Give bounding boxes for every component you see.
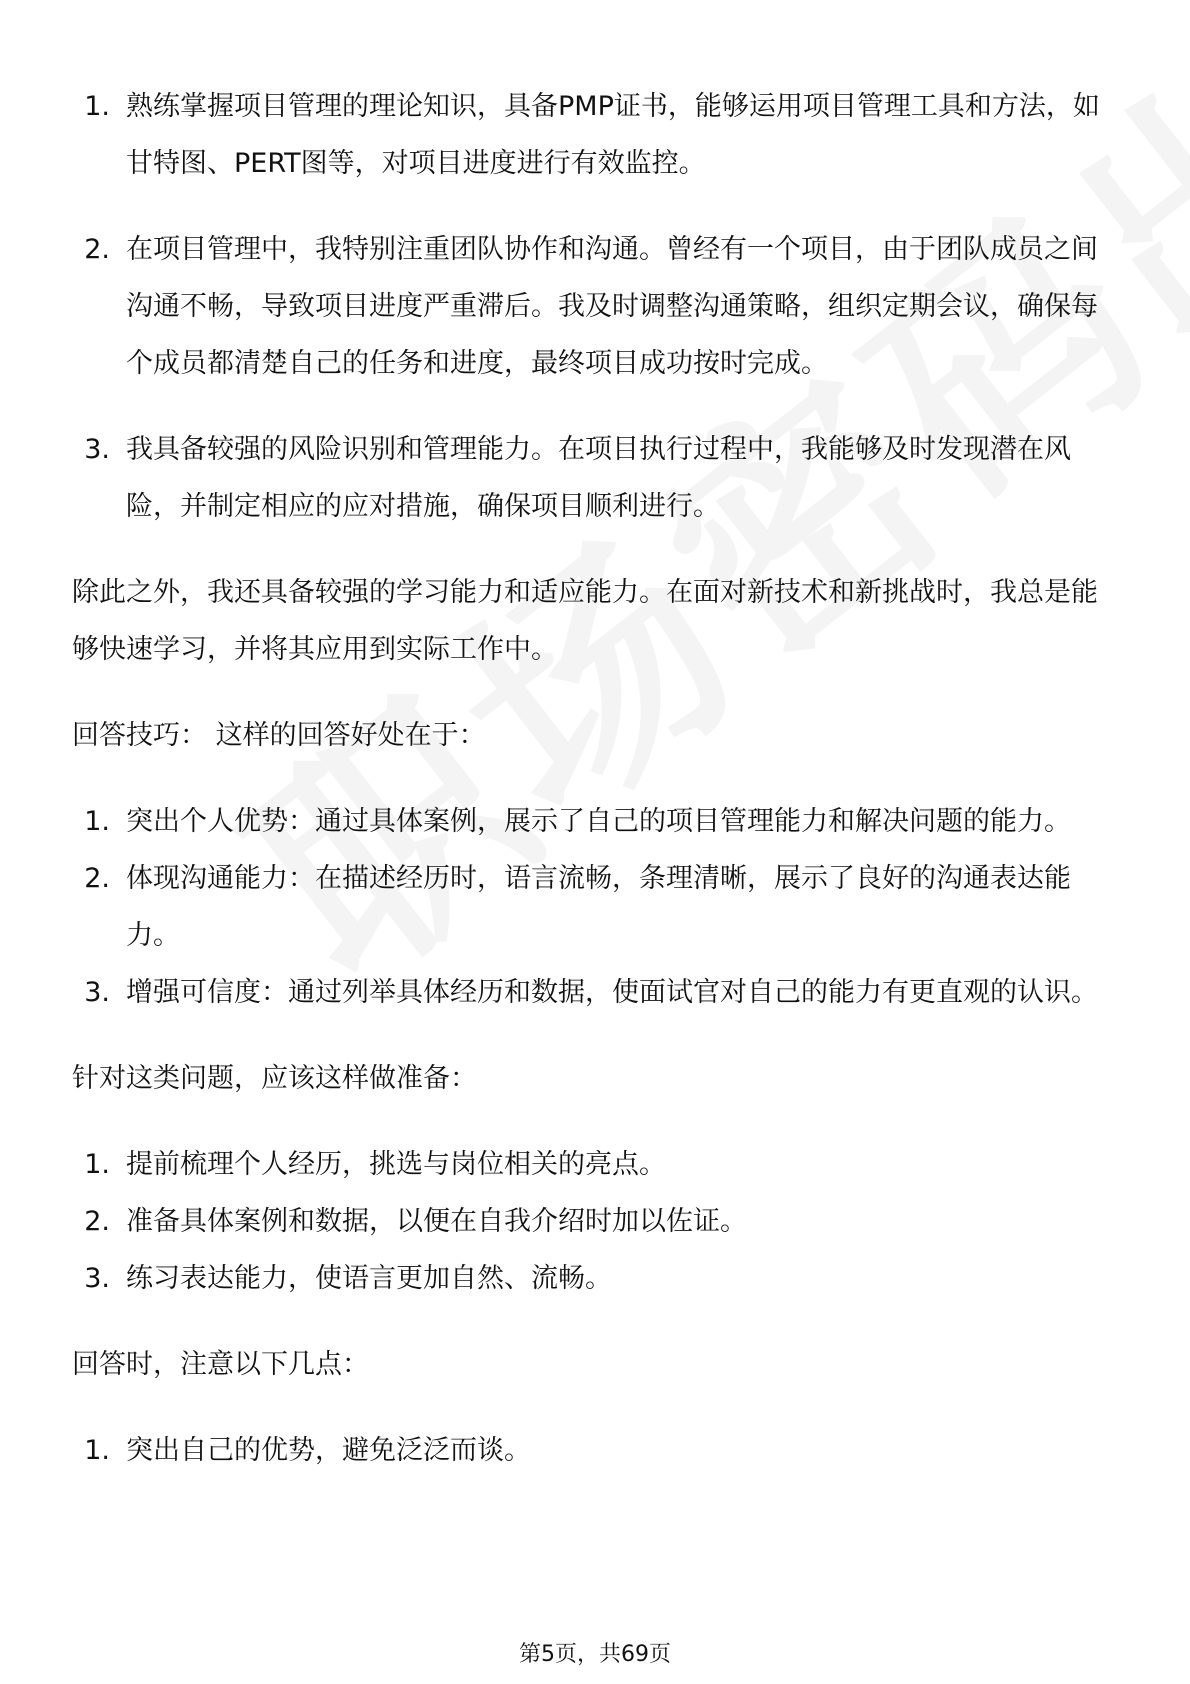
list-item — [72, 1136, 1122, 1193]
list-number: 1. — [84, 1149, 110, 1180]
list-item — [72, 421, 1122, 535]
list-number: 3. — [84, 434, 110, 465]
page-content — [72, 78, 1122, 1479]
notes-heading: 回答时，注意以下几点： — [72, 1349, 369, 1380]
list-item — [72, 793, 1122, 850]
list-item — [72, 221, 1122, 392]
list-item — [72, 1193, 1122, 1250]
list-number: 2. — [84, 863, 110, 894]
list-number: 2. — [84, 234, 110, 265]
list-text: 体现沟通能力：在描述经历时，语言流畅，条理清晰，展示了良好的沟通表达能力。 — [126, 863, 1071, 951]
list-text: 我具备较强的风险识别和管理能力。在项目执行过程中，我能够及时发现潜在风险，并制定相应的应对措施，确保项目顺利进行。 — [126, 434, 1071, 522]
list-number: 3. — [84, 977, 110, 1008]
list-text: 突出自己的优势，避免泛泛而谈。 — [126, 1435, 531, 1466]
list-text: 提前梳理个人经历，挑选与岗位相关的亮点。 — [126, 1149, 666, 1180]
list-item — [72, 964, 1122, 1021]
list-number: 1. — [84, 806, 110, 837]
list-item — [72, 1422, 1122, 1479]
list-text: 练习表达能力，使语言更加自然、流畅。 — [126, 1263, 612, 1294]
tips-heading: 回答技巧： 这样的回答好处在于： — [72, 720, 486, 751]
list-item — [72, 1250, 1122, 1307]
list-number: 2. — [84, 1206, 110, 1237]
notes-list — [72, 1422, 1122, 1479]
tips-list — [72, 793, 1122, 1021]
prep-heading: 针对这类问题，应该这样做准备： — [72, 1063, 477, 1094]
list-text: 突出个人优势：通过具体案例，展示了自己的项目管理能力和解决问题的能力。 — [126, 806, 1071, 837]
list-item — [72, 850, 1122, 964]
prep-list — [72, 1136, 1122, 1307]
list-number: 1. — [84, 91, 110, 122]
list-text: 准备具体案例和数据，以便在自我介绍时加以佐证。 — [126, 1206, 747, 1237]
list-number: 3. — [84, 1263, 110, 1294]
list-number: 1. — [84, 1435, 110, 1466]
list-text: 在项目管理中，我特别注重团队协作和沟通。曾经有一个项目，由于团队成员之间沟通不畅，导致项目进度严重滞后。我及时调整沟通策略，组织定期会议，确保每个成员都清楚自己的任务和进度，最终项目成功按时完成。 — [126, 234, 1098, 379]
page-number-footer: 第5页，共69页 — [519, 1642, 671, 1667]
list-text: 增强可信度：通过列举具体经历和数据，使面试官对自己的能力有更直观的认识。 — [126, 977, 1098, 1008]
list-item — [72, 78, 1122, 192]
experience-list — [72, 78, 1122, 535]
paragraph-learning: 除此之外，我还具备较强的学习能力和适应能力。在面对新技术和新挑战时，我总是能够快速学习，并将其应用到实际工作中。 — [72, 577, 1098, 665]
list-text: 熟练掌握项目管理的理论知识，具备PMP证书，能够运用项目管理工具和方法，如甘特图、PERT图等，对项目进度进行有效监控。 — [126, 91, 1100, 179]
